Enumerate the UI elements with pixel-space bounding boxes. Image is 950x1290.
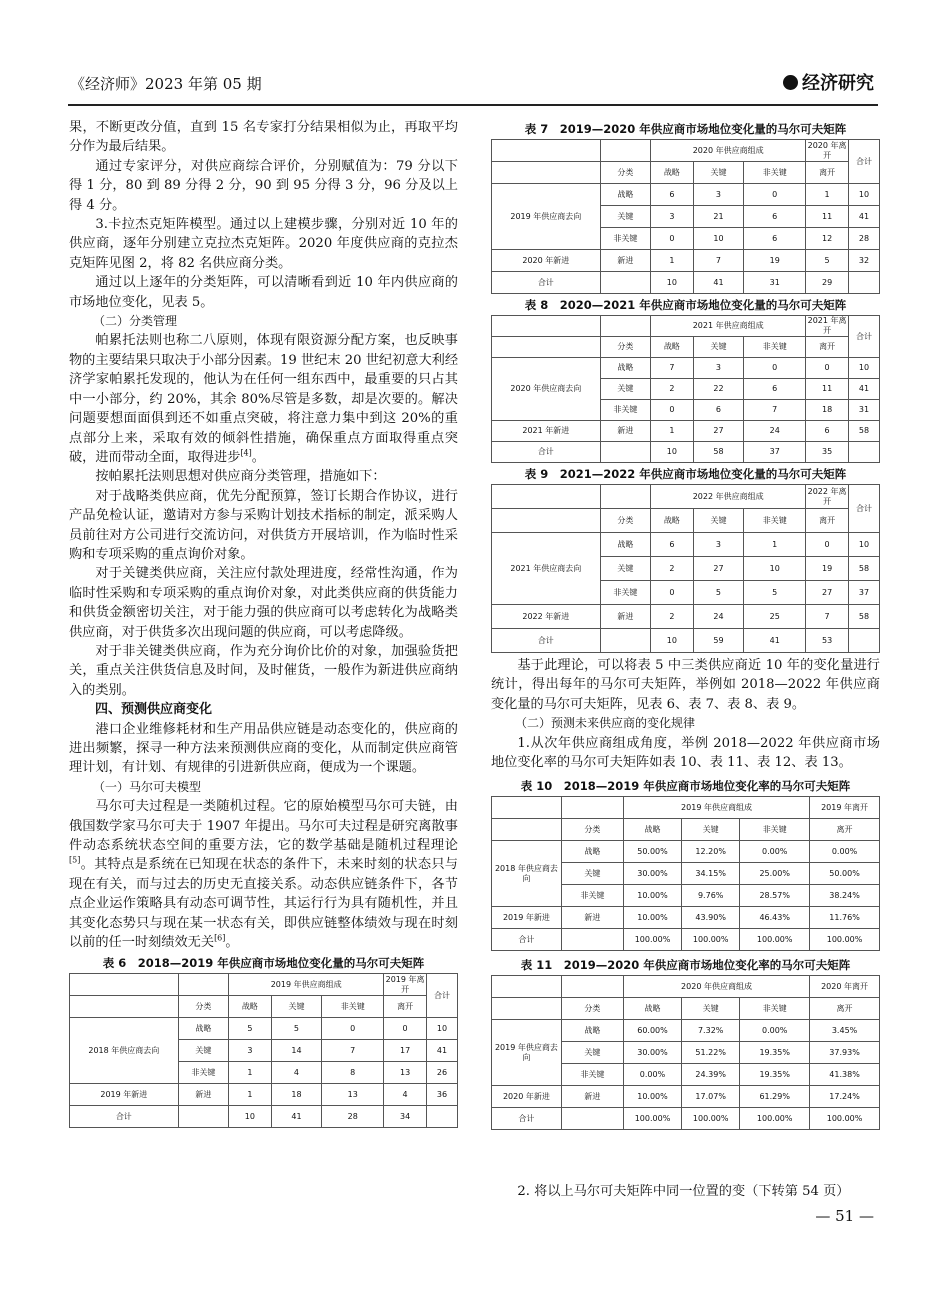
cell: 38.24%: [810, 885, 880, 907]
cell: 100.00%: [682, 929, 740, 951]
cell: 28: [848, 228, 879, 250]
cell: 19: [744, 250, 806, 272]
cell: 7: [744, 400, 806, 421]
cell: 31: [744, 272, 806, 294]
paragraph: 按帕累托法则思想对供应商分类管理，措施如下：: [95, 469, 386, 485]
cell: 22: [693, 379, 743, 400]
exit-header: 2021 年离开: [807, 316, 847, 335]
cell: 关键: [561, 863, 623, 885]
cell: 27: [806, 581, 849, 605]
cell: 3: [229, 1040, 272, 1062]
blank-cell: [70, 996, 179, 1018]
cell: 6: [651, 533, 694, 557]
cell: 0.00%: [810, 841, 880, 863]
cell: 3: [693, 533, 743, 557]
col-header: 战略: [651, 337, 694, 358]
blank-cell: [492, 316, 601, 337]
cell: 7: [651, 358, 694, 379]
total-header: 合计: [426, 974, 457, 1018]
paragraph: 1.从次年供应商组成角度，举例 2018—2022 年供应商市场地位变化率的马尔可夫矩阵如表 10、表 11、表 12、表 13。: [491, 735, 880, 771]
cell: 100.00%: [740, 1108, 810, 1130]
cell: 0: [806, 358, 849, 379]
cell: 新进: [600, 250, 650, 272]
paragraph: 对于非关键类供应商，作为充分询价比价的对象，加强验货把关，重点关注供货信息及时间，及时催货，一般作为新进供应商纳入的类别。: [69, 643, 458, 698]
cell: 27: [693, 421, 743, 442]
cell: 19.35%: [740, 1064, 810, 1086]
cell: 0: [322, 1018, 384, 1040]
markov-table-10: [491, 796, 880, 951]
row-group-label: 2021 年供应商去向: [492, 533, 601, 605]
cell: 13: [322, 1084, 384, 1106]
cell: 9.76%: [682, 885, 740, 907]
blank-cell: [492, 976, 562, 998]
cell: 26: [426, 1062, 457, 1084]
blank-cell: [492, 797, 562, 819]
group-header: 2019 年供应商组成: [229, 974, 384, 996]
cell: 5: [693, 581, 743, 605]
cell: 5: [229, 1018, 272, 1040]
left-column: [69, 118, 458, 1131]
blank-cell: [426, 1106, 457, 1128]
cell: 53: [806, 629, 849, 653]
blank-cell: [492, 819, 562, 841]
cell: 58: [848, 421, 879, 442]
category-header: 分类: [600, 162, 650, 184]
cell: 10: [693, 228, 743, 250]
blank-cell: [848, 629, 879, 653]
cell: 37: [744, 442, 806, 463]
col-header: 关键: [682, 819, 740, 841]
col-header: 离开: [384, 996, 427, 1018]
cell: 新进: [600, 421, 650, 442]
col-header: 战略: [229, 996, 272, 1018]
cell: 24: [693, 605, 743, 629]
category-header: 分类: [561, 998, 623, 1020]
cell: 24.39%: [682, 1064, 740, 1086]
citation: [4]: [240, 448, 252, 458]
row-label: 2019 年新进: [492, 907, 562, 929]
cell: 41: [693, 272, 743, 294]
paragraph-text: 。其特点是系统在已知现在状态的条件下，未来时刻的状态只与现在有关，而与过去的历史无直接关系。动态供应链条件下，各节点企业运作策略具有动态可调节性，其运行行为具有随机性，并且其变化态势只与现在某一状态有关，即供应链整体绩效与现在时刻以前的任一时刻绩效无关: [69, 857, 458, 951]
blank-cell: [492, 337, 601, 358]
blank-cell: [600, 316, 650, 337]
row-group-label: 2019 年供应商去向: [492, 1020, 562, 1086]
col-header: 离开: [810, 819, 880, 841]
cell: 新进: [561, 907, 623, 929]
cell: 1: [651, 250, 694, 272]
header-rule: [68, 104, 878, 106]
exit-header: 2020 年离开: [807, 140, 847, 160]
cell: 11: [806, 206, 849, 228]
cell: 0.00%: [740, 841, 810, 863]
cell: 1: [744, 533, 806, 557]
cell: 非关键: [600, 400, 650, 421]
cell: 10.00%: [623, 885, 681, 907]
cell: 战略: [600, 533, 650, 557]
cell: 战略: [178, 1018, 228, 1040]
cell: 19.35%: [740, 1042, 810, 1064]
col-header: 关键: [693, 509, 743, 533]
section-heading: 四、预测供应商变化: [95, 702, 213, 718]
cell: 30.00%: [623, 1042, 681, 1064]
cell: 18: [271, 1084, 321, 1106]
col-header: 非关键: [744, 162, 806, 184]
exit-header: 2019 年离开: [385, 974, 425, 994]
paragraph-text: 马尔可夫过程是一类随机过程。它的原始模型马尔可夫链，由俄国数学家马尔可夫于 1907 年提出。马尔可夫过程是研究离散事件动态系统状态空间的重要方法，它的数学基础是随机过程理论: [69, 799, 458, 854]
paragraph: 港口企业维修耗材和生产用品供应链是动态变化的，供应商的进出频繁，探寻一种方法来预测供应商的变化，从而制定供应商管理计划，有计划、有规律的引进新供应商，便成为一个课题。: [69, 721, 458, 776]
cell: 46.43%: [740, 907, 810, 929]
group-header: 2020 年供应商组成: [623, 976, 809, 998]
markov-table-7: [491, 139, 880, 294]
cell: 10: [744, 557, 806, 581]
col-header: 离开: [806, 162, 849, 184]
blank-cell: [492, 485, 601, 509]
cell: 4: [384, 1084, 427, 1106]
cell: 12: [806, 228, 849, 250]
cell: 14: [271, 1040, 321, 1062]
cell: 17.07%: [682, 1086, 740, 1108]
subsection-heading: （二）分类管理: [93, 314, 178, 329]
cell: 新进: [178, 1084, 228, 1106]
cell: 6: [651, 184, 694, 206]
cell: 58: [848, 605, 879, 629]
cell: 7: [806, 605, 849, 629]
cell: 58: [693, 442, 743, 463]
col-header: 战略: [623, 819, 681, 841]
paragraph: [69, 797, 458, 952]
cell: 10: [848, 358, 879, 379]
exit-header: 2019 年离开: [810, 797, 880, 819]
cell: 21: [693, 206, 743, 228]
cell: 37: [848, 581, 879, 605]
col-header: 离开: [806, 509, 849, 533]
col-header: 离开: [806, 337, 849, 358]
cell: 战略: [600, 358, 650, 379]
cell: 0: [651, 581, 694, 605]
cell: 17.24%: [810, 1086, 880, 1108]
col-header: 战略: [651, 162, 694, 184]
journal-header: 《经济师》2023 年第 05 期: [70, 75, 262, 93]
cell: 50.00%: [810, 863, 880, 885]
row-group-label: 2020 年供应商去向: [492, 358, 601, 421]
cell: 41.38%: [810, 1064, 880, 1086]
paragraph-end: 。: [225, 935, 239, 951]
markov-table-11: [491, 975, 880, 1130]
total-header: 合计: [848, 485, 879, 533]
cell: 2: [651, 379, 694, 400]
blank-cell: [492, 140, 601, 162]
cell: 6: [744, 228, 806, 250]
paragraph: 3.卡拉杰克矩阵模型。通过以上建模步骤，分别对近 10 年的供应商，逐年分别建立克拉杰克矩阵。2020 年度供应商的克拉杰克矩阵见图 2，将 82 名供应商分类。: [69, 217, 458, 271]
cell: 非关键: [600, 581, 650, 605]
cell: 1: [806, 184, 849, 206]
paragraph-text: 帕累托法则也称二八原则，体现有限资源分配方案，也反映事物的主要结果只取决于小部分因素。19 世纪末 20 世纪初意大利经济学家帕累托发现的，他认为在任何一组东西中，最重要的只占其中一小部分，约 20%，其余 80%尽管是多数，却是次要的。解决问题要想面面俱到还不如重点突破，将注意力集中到这 20%的重点部分上来，采取有效的倾斜性措施，确保重点方面取得重点突破，进而带动全面，取得进步: [69, 333, 459, 465]
cell: 12.20%: [682, 841, 740, 863]
row-label: 2020 年新进: [492, 250, 601, 272]
blank-cell: [70, 974, 179, 996]
cell: 10: [229, 1106, 272, 1128]
cell: 10: [651, 272, 694, 294]
cell: 6: [744, 206, 806, 228]
cell: 7: [322, 1040, 384, 1062]
col-header: 关键: [693, 162, 743, 184]
cell: 100.00%: [740, 929, 810, 951]
cell: 10: [651, 629, 694, 653]
col-header: 非关键: [322, 996, 384, 1018]
markov-table-6: [69, 973, 458, 1128]
cell: 32: [848, 250, 879, 272]
row-label: 2019 年新进: [70, 1084, 179, 1106]
cell: 关键: [600, 557, 650, 581]
cell: 17: [384, 1040, 427, 1062]
paragraph: 对于战略类供应商，优先分配预算，签订长期合作协议，进行产品免检认证，邀请对方参与采购计划技术指标的制定，派采购人员前往对方公司进行交流访问，对供货方开展培训，作为临时性采购和专项采购的重点询价对象。: [69, 488, 458, 562]
cell: 10: [651, 442, 694, 463]
col-header: 非关键: [740, 819, 810, 841]
row-label: 合计: [492, 272, 601, 294]
cell: 7: [693, 250, 743, 272]
group-header: 2021 年供应商组成: [651, 316, 806, 337]
row-label: 合计: [70, 1106, 179, 1128]
col-header: 战略: [623, 998, 681, 1020]
row-group-label: 2018 年供应商去向: [70, 1018, 179, 1084]
cell: 50.00%: [623, 841, 681, 863]
right-column: [491, 121, 880, 1133]
paragraph: 通过以上逐年的分类矩阵，可以清晰看到近 10 年内供应商的市场地位变化，见表 5。: [69, 275, 458, 310]
col-header: 非关键: [744, 509, 806, 533]
cell: 0: [651, 228, 694, 250]
cell: 10.00%: [623, 907, 681, 929]
row-label: 合计: [492, 442, 601, 463]
blank-cell: [178, 1106, 228, 1128]
total-header: 合计: [848, 316, 879, 358]
exit-header: 2022 年离开: [806, 485, 849, 509]
subsection-heading: （二）预测未来供应商的变化规律: [515, 716, 696, 731]
group-header: 2019 年供应商组成: [623, 797, 809, 819]
cell: 41: [744, 629, 806, 653]
table-caption: 表 10 2018—2019 年供应商市场地位变化率的马尔可夫矩阵: [520, 779, 851, 794]
markov-table-9: [491, 484, 880, 653]
cell: 5: [271, 1018, 321, 1040]
cell: 新进: [600, 605, 650, 629]
cell: 0: [651, 400, 694, 421]
cell: 28: [322, 1106, 384, 1128]
row-label: 2022 年新进: [492, 605, 601, 629]
blank-cell: [561, 929, 623, 951]
cell: 非关键: [561, 1064, 623, 1086]
cell: 0.00%: [623, 1064, 681, 1086]
col-header: 关键: [693, 337, 743, 358]
cell: 34: [384, 1106, 427, 1128]
col-header: 离开: [810, 998, 880, 1020]
cell: 25.00%: [740, 863, 810, 885]
cell: 0: [744, 184, 806, 206]
cell: 36: [426, 1084, 457, 1106]
table-caption: 表 6 2018—2019 年供应商市场地位变化量的马尔可夫矩阵: [102, 956, 425, 971]
row-group-label: 2018 年供应商去向: [492, 841, 562, 907]
cell: 10: [848, 533, 879, 557]
cell: 100.00%: [682, 1108, 740, 1130]
cell: 27: [693, 557, 743, 581]
total-header: 合计: [848, 140, 879, 184]
section-title: 经济研究: [802, 73, 874, 94]
bullet-dot-icon: [783, 75, 798, 90]
blank-cell: [561, 1108, 623, 1130]
paragraph-end: 。: [251, 449, 265, 465]
cell: 1: [651, 421, 694, 442]
cell: 100.00%: [810, 929, 880, 951]
cell: 60.00%: [623, 1020, 681, 1042]
blank-cell: [600, 140, 650, 162]
col-header: 关键: [271, 996, 321, 1018]
cell: 100.00%: [623, 1108, 681, 1130]
row-label: 合计: [492, 1108, 562, 1130]
cell: 19: [806, 557, 849, 581]
cell: 关键: [600, 206, 650, 228]
cell: 非关键: [561, 885, 623, 907]
cell: 41: [848, 379, 879, 400]
blank-cell: [848, 272, 879, 294]
cell: 3.45%: [810, 1020, 880, 1042]
citation: [6]: [214, 933, 226, 943]
row-label: 合计: [492, 629, 601, 653]
cell: 41: [271, 1106, 321, 1128]
cell: 51.22%: [682, 1042, 740, 1064]
blank-cell: [600, 485, 650, 509]
cell: 非关键: [600, 228, 650, 250]
cell: 34.15%: [682, 863, 740, 885]
cell: 35: [806, 442, 849, 463]
group-header: 2020 年供应商组成: [651, 140, 806, 162]
cell: 战略: [561, 841, 623, 863]
cell: 6: [693, 400, 743, 421]
cell: 41: [848, 206, 879, 228]
row-label: 合计: [492, 929, 562, 951]
blank-cell: [561, 976, 623, 998]
cell: 1: [229, 1062, 272, 1084]
blank-cell: [492, 998, 562, 1020]
row-label: 2020 年新进: [492, 1086, 562, 1108]
table-caption: 表 11 2019—2020 年供应商市场地位变化率的马尔可夫矩阵: [520, 958, 851, 973]
cell: 29: [806, 272, 849, 294]
cell: 5: [806, 250, 849, 272]
cell: 10: [426, 1018, 457, 1040]
exit-header: 2020 年离开: [810, 976, 880, 998]
subsection-heading: （一）马尔可夫模型: [93, 779, 202, 794]
cell: 新进: [561, 1086, 623, 1108]
cell: 5: [744, 581, 806, 605]
cell: 11.76%: [810, 907, 880, 929]
cell: 25: [744, 605, 806, 629]
continuation-note: 2. 将以上马尔可夫矩阵中同一位置的变（下转第 54 页）: [517, 1184, 850, 1199]
blank-cell: [848, 442, 879, 463]
paragraph: [69, 331, 458, 467]
cell: 61.29%: [740, 1086, 810, 1108]
blank-cell: [492, 162, 601, 184]
table-caption: 表 7 2019—2020 年供应商市场地位变化量的马尔可夫矩阵: [524, 122, 847, 136]
cell: 11: [806, 379, 849, 400]
cell: 100.00%: [810, 1108, 880, 1130]
cell: 24: [744, 421, 806, 442]
cell: 0.00%: [740, 1020, 810, 1042]
blank-cell: [561, 797, 623, 819]
section-header: [783, 69, 874, 95]
cell: 3: [693, 358, 743, 379]
col-header: 关键: [682, 998, 740, 1020]
cell: 7.32%: [682, 1020, 740, 1042]
paragraph: 基于此理论，可以将表 5 中三类供应商近 10 年的变化量进行统计，得出每年的马尔可夫矩阵，举例如 2018—2022 年供应商变化量的马尔可夫矩阵，见表 6、表 7、表 8、表 9。: [491, 658, 880, 712]
cell: 战略: [561, 1020, 623, 1042]
blank-cell: [600, 272, 650, 294]
blank-cell: [600, 629, 650, 653]
blank-cell: [600, 442, 650, 463]
category-header: 分类: [600, 509, 650, 533]
cell: 6: [806, 421, 849, 442]
row-label: 2021 年新进: [492, 421, 601, 442]
cell: 31: [848, 400, 879, 421]
cell: 6: [744, 379, 806, 400]
cell: 18: [806, 400, 849, 421]
table-caption: 表 9 2021—2022 年供应商市场地位变化量的马尔可夫矩阵: [524, 467, 847, 481]
cell: 关键: [561, 1042, 623, 1064]
cell: 43.90%: [682, 907, 740, 929]
category-header: 分类: [600, 337, 650, 358]
group-header: 2022 年供应商组成: [651, 485, 806, 509]
row-group-label: 2019 年供应商去向: [492, 184, 601, 250]
cell: 1: [229, 1084, 272, 1106]
col-header: 非关键: [740, 998, 810, 1020]
cell: 10.00%: [623, 1086, 681, 1108]
cell: 关键: [600, 379, 650, 400]
cell: 59: [693, 629, 743, 653]
category-header: 分类: [178, 996, 228, 1018]
blank-cell: [492, 509, 601, 533]
blank-cell: [178, 974, 228, 996]
cell: 41: [426, 1040, 457, 1062]
cell: 13: [384, 1062, 427, 1084]
cell: 0: [744, 358, 806, 379]
paragraph: 对于关键类供应商，关注应付款处理进度，经常性沟通，作为临时性采购和专项采购的重点询价对象，对此类供应商的供货能力和供货金额密切关注，对于能力强的供应商可以考虑转化为战略类供应商，对于供货多次出现问题的供应商，可以考虑降级。: [69, 566, 458, 640]
cell: 关键: [178, 1040, 228, 1062]
col-header: 战略: [651, 509, 694, 533]
cell: 2: [651, 557, 694, 581]
cell: 28.57%: [740, 885, 810, 907]
cell: 30.00%: [623, 863, 681, 885]
cell: 8: [322, 1062, 384, 1084]
table-caption: 表 8 2020—2021 年供应商市场地位变化量的马尔可夫矩阵: [524, 298, 847, 312]
cell: 37.93%: [810, 1042, 880, 1064]
markov-table-8: [491, 315, 880, 463]
cell: 非关键: [178, 1062, 228, 1084]
cell: 10: [848, 184, 879, 206]
cell: 4: [271, 1062, 321, 1084]
cell: 100.00%: [623, 929, 681, 951]
cell: 0: [384, 1018, 427, 1040]
citation: [5]: [69, 856, 81, 866]
cell: 3: [693, 184, 743, 206]
paragraph: 果，不断更改分值，直到 15 名专家打分结果相似为止，再取平均分作为最后结果。: [69, 120, 458, 155]
paragraph: 通过专家评分，对供应商综合评价，分别赋值为：79 分以下得 1 分，80 到 89 分得 2 分，90 到 95 分得 3 分，96 分及以上得 4 分。: [69, 158, 458, 213]
cell: 2: [651, 605, 694, 629]
cell: 战略: [600, 184, 650, 206]
cell: 58: [848, 557, 879, 581]
cell: 3: [651, 206, 694, 228]
cell: 0: [806, 533, 849, 557]
col-header: 非关键: [744, 337, 806, 358]
category-header: 分类: [561, 819, 623, 841]
page-number: — 51 —: [815, 1207, 874, 1225]
